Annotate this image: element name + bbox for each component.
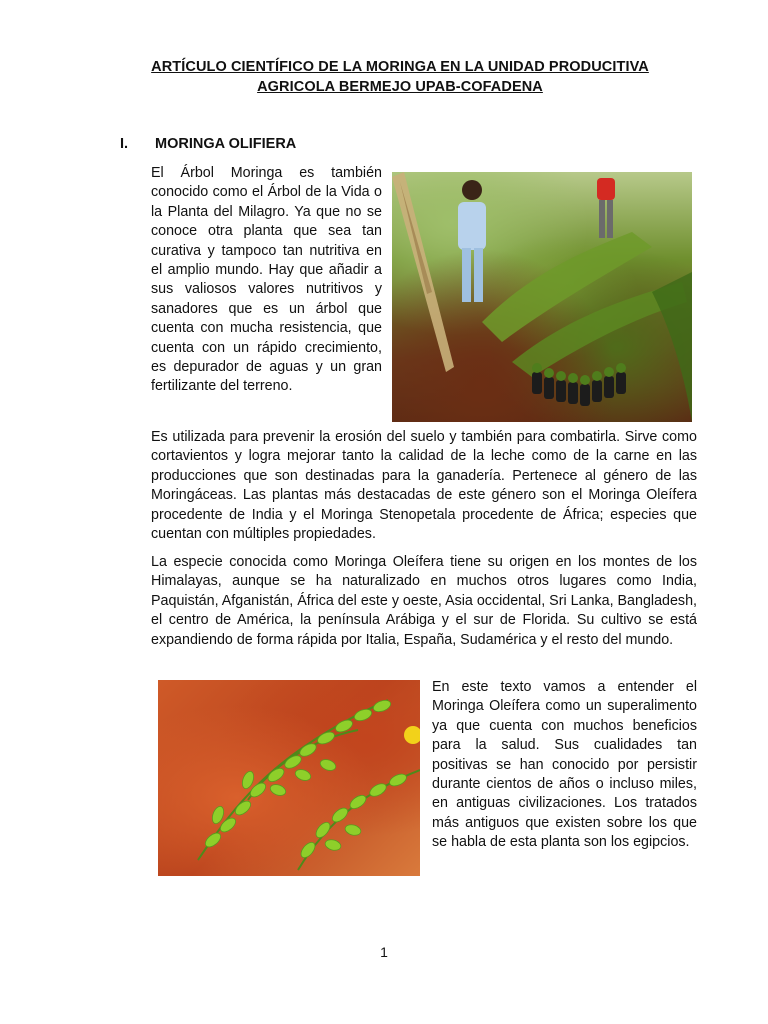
paragraph-uses: Es utilizada para prevenir la erosión del suelo y también para combatirla. Sirve como cortavientos y logra mejorar tanto la calidad de la leche como de la carne en las producciones que son destinadas para la ganadería. Pertenece al género de las Moringáceas. Las plantas más destacadas de este género son el Moringa Oleífera procedente de India y el Moringa Stenopetala procedente de África; especies que cuentan con múltiples propiedades. (151, 429, 697, 543)
title-line-1: ARTÍCULO CIENTÍFICO DE LA MORINGA EN LA UNIDAD PRODUCITIVA (151, 59, 649, 75)
section-number: I. (120, 136, 129, 152)
page-number: 1 (380, 944, 388, 960)
paragraph-intro: El Árbol Moringa es también conocido como el Árbol de la Vida o la Planta del Milagro. Ya que no se conoce otra planta que sea tan curativa y tampoco tan nutritiva en el amplio mundo. Hay que añadir a sus valiosos valores nutritivos y sanadores que es un árbol que cuenta con mucha resistencia, que cuenta con un rápido crecimiento, es depurador de aguas y un gran fertilizante del terreno. (151, 165, 382, 395)
section-title: MORINGA OLIFIERA (155, 136, 297, 152)
nursery-illustration (392, 172, 692, 422)
title-line-2: AGRICOLA BERMEJO UPAB-COFADENA (257, 79, 543, 95)
document-title (100, 57, 700, 97)
paragraph-origin: La especie conocida como Moringa Oleífera tiene su origen en los montes de los Himalayas, aunque se ha naturalizado en muchos otros lugares como India, Paquistán, Afganistán, África del este y oeste, Asia occidental, Sri Lanka, Bangladesh, el centro de América, la península Arábiga y el sur de Florida. Su cultivo se está expandiendo de forma rápida por Italia, España, Sudamérica y el resto del mundo. (151, 554, 698, 648)
section-heading (120, 136, 296, 152)
leaves-illustration (158, 680, 420, 876)
moringa-nursery-photo (392, 172, 692, 422)
paragraph-superfood: En este texto vamos a entender el Moringa Oleífera como un superalimento ya que cuenta con muchos beneficios para la salud. Sus cualidades tan positivas se han conocido por persistir durante cientos de años o incluso miles, en antiguas civilizaciones. Los tratados más antiguos que existen sobre los que se habla de esta planta son los egipcios. (432, 679, 697, 851)
moringa-leaves-photo (158, 680, 420, 876)
